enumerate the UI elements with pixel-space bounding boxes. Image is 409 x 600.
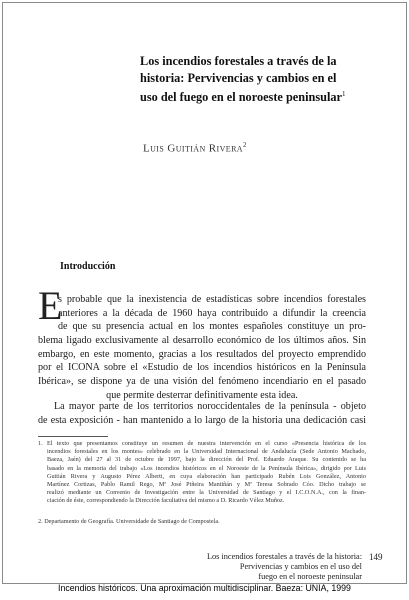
footnote-1 <box>38 440 366 506</box>
footnote-line: 2. Departamento de Geografía. Universidade de Santiago de Compostela. <box>38 518 220 525</box>
title-note-ref[interactable]: 1 <box>342 90 346 98</box>
text-line: por el ICONA sobre el «Estudio de los incendios históricos en la Península <box>38 362 366 374</box>
text-line: embargo, en este momento, gracias a los resultados del proyecto emprendido <box>38 348 366 360</box>
text-line: blema ligado exclusivamente al desarrollo económico de los últimos años. Sin <box>38 335 366 347</box>
footnote-line: Baeza, Jaén) del 27 al 31 de octubre de 1997, bajo la dirección del Prof. Eduardo Araque. Su contenido se ha <box>47 456 366 464</box>
footnote-rule <box>38 436 108 437</box>
source-banner: Incendios históricos. Una aproximación multidisciplinar. Baeza: UNIA, 1999 <box>58 583 351 593</box>
footnote-line: realizó mediante un Convenio de Investigación entre la Universidad de Santiago y el I.C.O.N.A., con la finan- <box>47 489 366 497</box>
article-title <box>140 53 380 106</box>
author-name: Luis Guitián Rivera$^2$ <box>143 141 247 155</box>
section-heading: Introducción <box>60 261 116 272</box>
running-head <box>186 552 362 583</box>
paragraph-second <box>38 400 366 427</box>
footnote-line: basado en la memoria del trabajo «Los incendios históricos en el Noroeste de la Península Ibérica», dirigido por Luis <box>47 464 366 472</box>
footnote-line: incendios forestales en los montes» celebrado en la Universidad Internacional de Andalucía (Sede Antonio Machado, <box>47 448 366 456</box>
text-line: s probable que la inexistencia de estadísticas sobre incendios forestales <box>58 294 366 305</box>
author-note-ref[interactable]: 2 <box>242 141 247 149</box>
drop-cap: E <box>38 283 63 328</box>
text-line: Ibérica», se dispone ya de una visión del fenómeno incendiario en el pasado <box>38 376 366 388</box>
footnote-line: ciación de éste, correspondiendo la Dirección facultativa del mismo a D. Ricardo Vélez Muñoz. <box>47 497 285 505</box>
footnote-line: 1. El texto que presentamos constituye un resumen de nuestra intervención en el curso «Presencia histórica de los <box>38 440 366 447</box>
running-head-line: Los incendios forestales a través de la historia: <box>206 552 362 561</box>
running-head-line: Pervivencias y cambios en el uso del <box>239 562 362 572</box>
running-head-line: fuego en el noroeste peninsular <box>258 572 362 582</box>
page-number: 149 <box>369 552 383 562</box>
text-line: de que su presencia actual en los montes españoles constituye un pro- <box>58 321 366 333</box>
paragraph-intro <box>38 293 366 403</box>
title-line: historia: Pervivencias y cambios en el <box>140 70 337 85</box>
footnote-2 <box>38 518 366 526</box>
title-line: Los incendios forestales a través de la <box>140 54 337 68</box>
text-line: anteriores a la década de 1960 haya contribuido a difundir la creencia <box>58 307 366 319</box>
text-line: de esta exposición - han mantenido a lo largo de la historia una dedicación casi <box>38 414 366 426</box>
footnote-line: Guitián Rivera y Augusto Pérez Alberti, en cuya elaboración han participado Rubén Lois González, Antonio <box>47 472 366 480</box>
footnote-line: Martínez Cortizas, Pablo Ramil Rego, Mª José Piñeira Mantiñán y Mª Teresa Sobrado Cóo. Dicho trabajo se <box>47 481 366 489</box>
title-line: uso del fuego en el noroeste peninsular$^1$ <box>140 90 346 105</box>
text-line: La mayor parte de los territorios noroccidentales de la península - objeto <box>54 401 366 412</box>
text-line: que permite desterrar definitivamente esta idea. <box>106 389 298 401</box>
